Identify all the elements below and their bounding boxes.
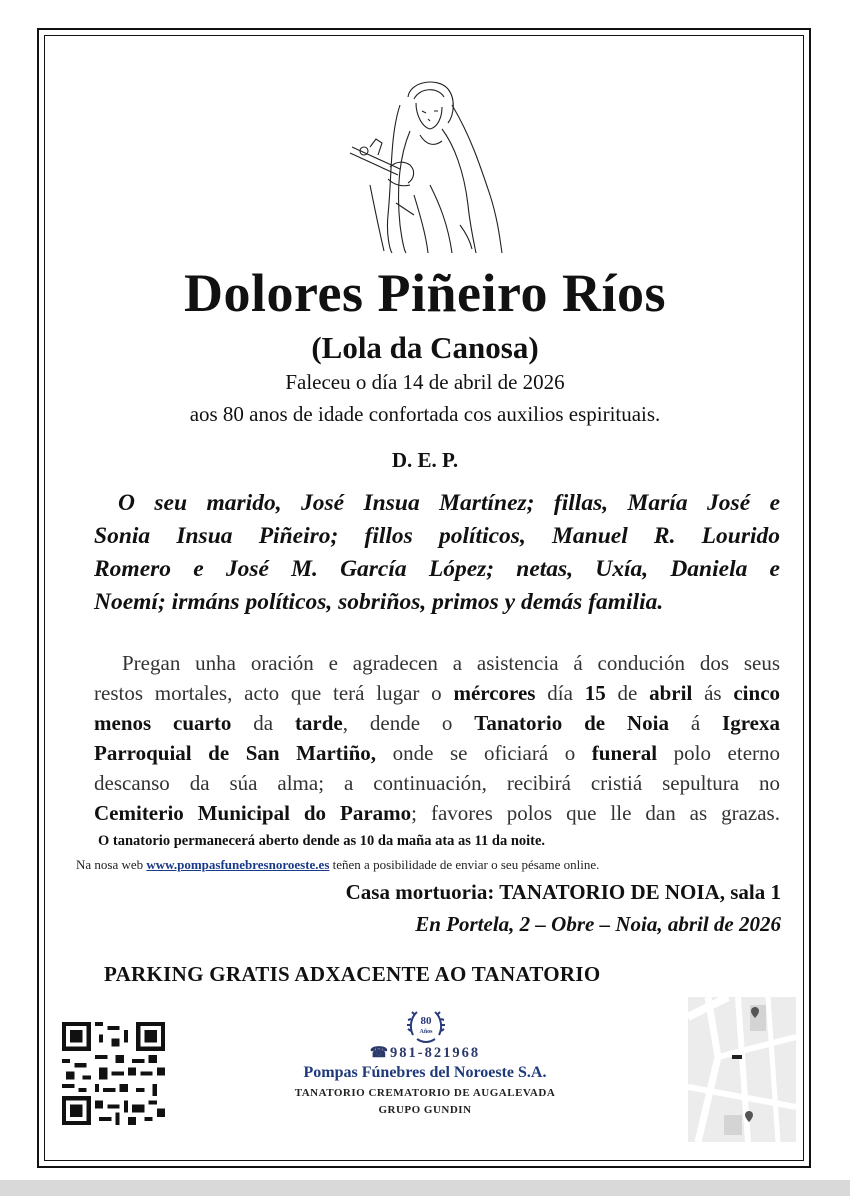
bottom-strip (0, 1180, 850, 1196)
family-line: Romero e José M. García López; netas, Uxía, Daniela e (94, 556, 780, 582)
mortuary-location: Casa mortuoria: TANATORIO DE NOIA, sala 1 (345, 880, 781, 904)
parking-notice: PARKING GRATIS ADXACENTE AO TANATORIO (104, 962, 601, 986)
deceased-nickname: (Lola da Canosa) (311, 330, 539, 365)
website-link[interactable]: www.pompasfunebresnoroeste.es (146, 857, 330, 872)
saint-illustration (330, 75, 520, 255)
ceremony-line: restos mortales, acto que terá lugar o mércores día 15 de abril ás cinco (94, 681, 781, 705)
death-date-line: Faleceu o día 14 de abril de 2026 (285, 370, 565, 394)
badge-label: Años (419, 1029, 433, 1035)
deceased-name: Dolores Piñeiro Ríos (184, 263, 666, 323)
opening-hours-note: O tanatorio permanecerá aberto dende as 10 da maña ata as 11 da noite. (98, 833, 546, 849)
ceremony-line: Parroquial de San Martiño, onde se oficiará o funeral polo eterno (94, 741, 781, 765)
anniversary-badge-icon (405, 1005, 447, 1047)
ceremony-line: menos cuarto da tarde, dende o Tanatorio de Noia á Igrexa (94, 711, 780, 735)
ceremony-line: Cemiterio Municipal do Paramo; favores polos que lle dan as grazas. (94, 801, 780, 825)
crematorium-name: TANATORIO CREMATORIO DE AUGALEVADA (294, 1087, 556, 1099)
ceremony-line: Pregan unha oración e agradecen a asistencia á condución dos seus (122, 651, 780, 675)
ceremony-paragraph (94, 648, 780, 828)
badge-number: 80 (420, 1015, 432, 1027)
family-paragraph (94, 487, 780, 619)
telephone-icon: ☎ (369, 1045, 390, 1061)
ceremony-line: descanso da súa alma; a continuación, recibirá cristiá sepultura no (94, 771, 780, 795)
family-line: Noemí; irmáns políticos, sobriños, primos y demás familia. (94, 589, 664, 615)
group-name: GRUPO GUNDIN (378, 1104, 472, 1116)
phone-number[interactable]: ☎981-821968 (369, 1045, 481, 1061)
place-date: En Portela, 2 – Obre – Noia, abril de 2026 (415, 912, 781, 936)
dep-text: D. E. P. (391, 448, 459, 472)
family-line: O seu marido, José Insua Martínez; fillas, María José e (118, 490, 780, 516)
family-line: Sonia Insua Piñeiro; fillos políticos, Manuel R. Lourido (94, 523, 780, 549)
web-condolence-note: Na nosa web www.pompasfunebresnoroeste.es teñen a posibilidade de enviar o seu pésame online. (76, 857, 600, 872)
location-map[interactable] (688, 997, 796, 1142)
age-line: aos 80 anos de idade confortada cos auxilios espirituais. (189, 402, 661, 426)
company-name: Pompas Fúnebres del Noroeste S.A. (303, 1064, 547, 1081)
